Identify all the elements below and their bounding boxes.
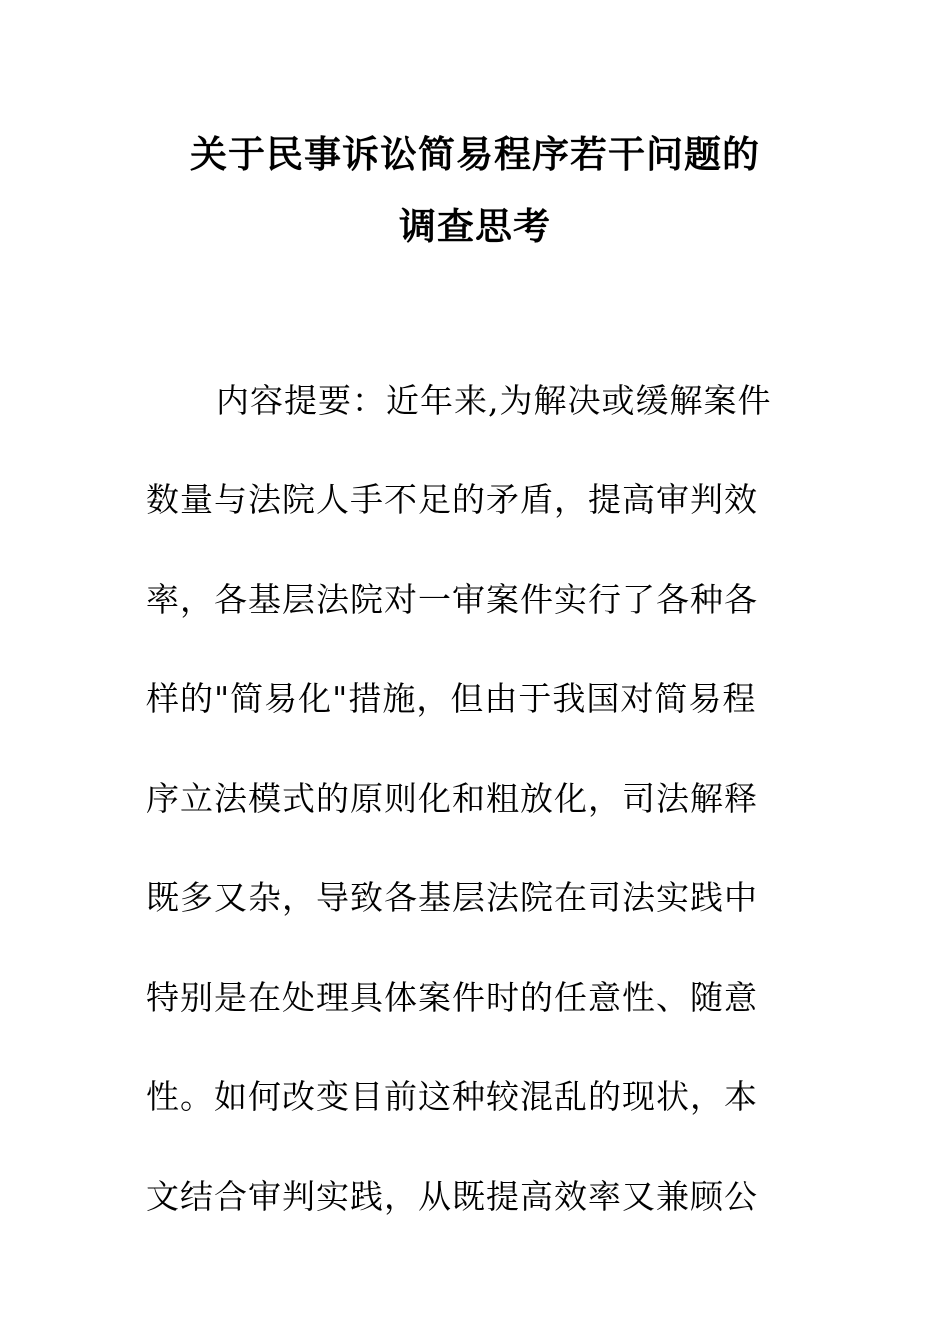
document-title-line-1: 关于民事诉讼简易程序若干问题的	[190, 132, 760, 176]
body-text-line-5: 序立法模式的原则化和粗放化，司法解释	[146, 779, 758, 818]
body-text-line-6: 既多又杂，导致各基层法院在司法实践中	[146, 878, 758, 917]
body-text-line-4: 样的"简易化"措施，但由于我国对简易程	[146, 679, 757, 718]
body-text-line-7: 特别是在处理具体案件时的任意性、随意	[146, 978, 758, 1017]
body-text-line-9: 文结合审判实践，从既提高效率又兼顾公	[146, 1177, 758, 1216]
body-text-line-3: 率，各基层法院对一审案件实行了各种各	[146, 580, 758, 619]
body-text-line-1: 内容提要：近年来,为解决或缓解案件	[216, 381, 772, 420]
document-title-line-2: 调查思考	[399, 204, 551, 248]
body-text-line-8: 性。如何改变目前这种较混乱的现状，本	[146, 1077, 758, 1116]
body-text-line-2: 数量与法院人手不足的矛盾，提高审判效	[146, 480, 758, 519]
